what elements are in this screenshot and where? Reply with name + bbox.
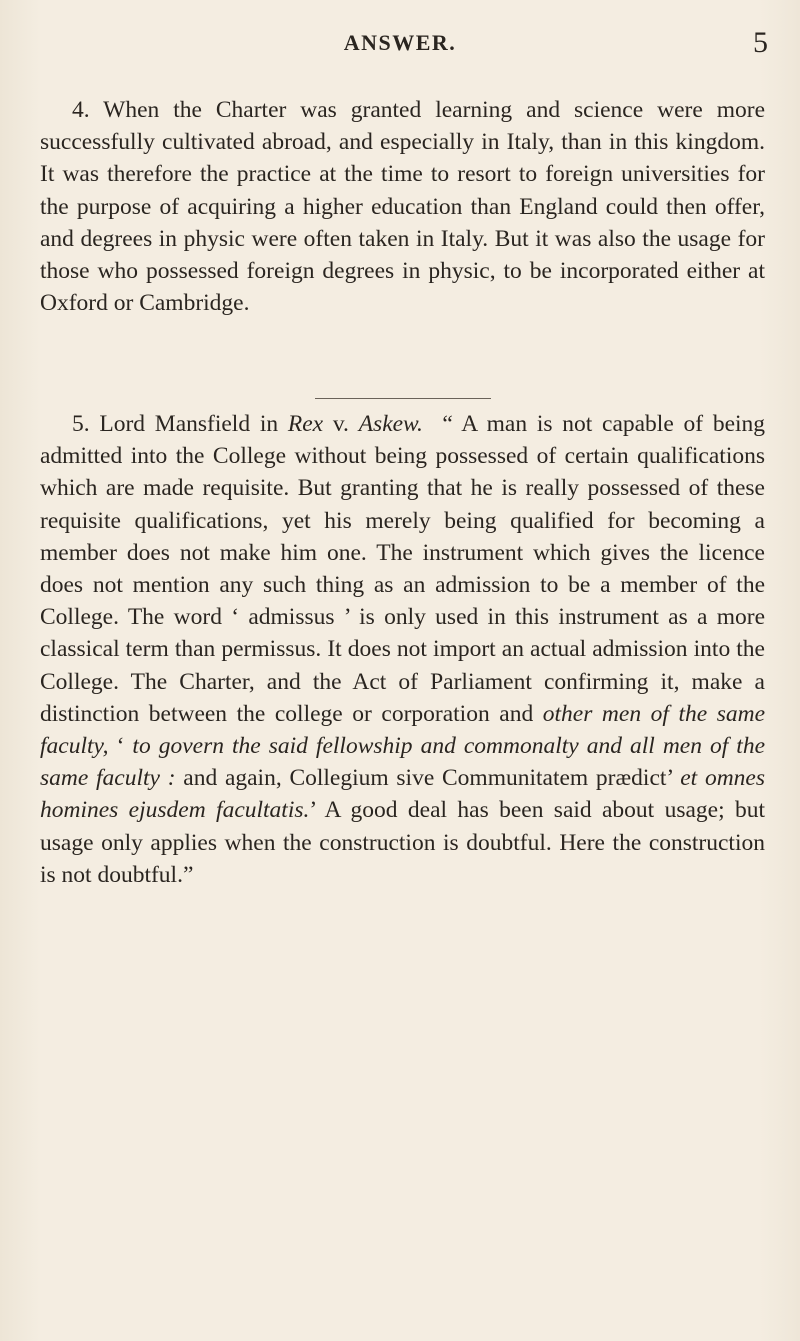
paragraph-5-text <box>40 408 765 891</box>
quote-italic-3: et omnes homines ejusdem facultatis. <box>40 765 765 824</box>
quote-body-3: and again, Collegium sive Communitatem prædict’ <box>183 765 673 792</box>
quote-italic-2: to govern the said fellowship and commonalty and all men of the same faculty : <box>40 733 766 792</box>
case-versus: v. <box>332 411 349 437</box>
quote-body-1: “ A man is not capable of being admitted into the College without being possessed of certain qualifications which are made requisite. But granting that he is really possessed of these requisite qualifications, yet his merely being qualified for becoming a member does not make him one. The instrument which gives the licence does not mention any such thing as an admission to be a member of the College. The word ‘ admissus ’ is only used in this instrument as a more classical term than permissus. It does not import an actual admission into the College. The Charter, and the Act of Parliament confirming it, make a distinction between the college or corporation and <box>40 411 766 727</box>
paragraph-4-text: 4. When the Charter was granted learning and science were more successfully cultivated abroad, and especially in Italy, than in this kingdom. It was therefore the practice at the time to resort to foreign universities for the purpose of acquiring a higher education than England could then offer, and degrees in physic were often taken in Italy. But it was also the usage for those who possessed foreign degrees in physic, to be incorporated either at Oxford or Cambridge. <box>40 97 765 317</box>
paragraph-5 <box>40 408 765 891</box>
paragraph-5-number: 5. <box>72 411 90 437</box>
running-title: ANSWER. <box>343 30 457 55</box>
quote-italic-1: other men of the same faculty, <box>40 700 766 760</box>
case-name-rex: Rex <box>287 411 324 437</box>
lord-mansfield: Lord Mansfield in <box>99 411 279 437</box>
running-head <box>0 26 800 66</box>
page-number: 5 <box>753 26 768 59</box>
section-divider <box>315 398 491 399</box>
quote-body-2: ‘ <box>116 733 125 760</box>
quote-body-4: ’ A good deal has been said about usage; but usage only applies when the construction is doubtful. Here the construction is not doubtful.” <box>40 797 765 888</box>
case-name-askew: Askew. <box>358 411 423 437</box>
paragraph-4 <box>40 94 765 319</box>
